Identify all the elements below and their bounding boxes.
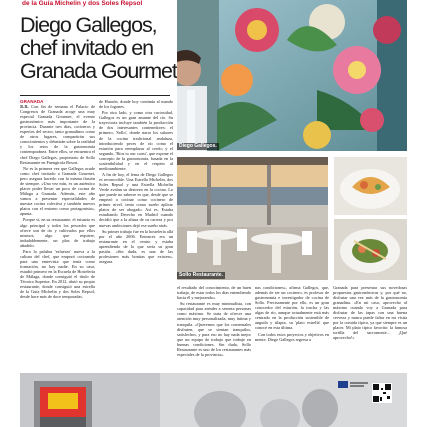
column-4-paragraph-1: nas condiciones», afirma Gallegos, que, además de ser un cocinero, es profesor de gastronomía e investigador de cocina de Sollo. Precisamente por ello, es un gran conocedor del esturión, la trucha y las algas de río, aunque actualmente está más centrado en la producción sostenible de anguila y tilapia, su 'plato estrella' que conoce en esta última. bbox=[255, 285, 329, 331]
advertisement-banner bbox=[20, 373, 407, 427]
column-1-paragraph-4: Para la palabra 'esfuerzo' nueva a la cultura del chef, que empezó cocinando para una entrevista que tenía como formación, no hay nadie. En su casa, estudió primero en la Escuela de Hostelería de Málaga, donde consiguió el título de Técnico Superior. En 2012, abrió su propio restaurante, donde consiguió una estrella de la Guía Michelin y dos Soles Repsol, desde hace más de doce temporadas. bbox=[20, 248, 95, 300]
food-photo-1 bbox=[334, 157, 407, 215]
food-photo-2 bbox=[334, 219, 407, 280]
byline: S.S. bbox=[20, 104, 29, 110]
column-1-paragraph-1: Con fin de semana el Palacio de Congresos de Granada acoge una muy especial Granada Gourmet, el evento gastronómico más importante de la provincia. Durante tres días, cocineros y expertos del sector, tanto granadinos como de otros lugares, compartirán sus conocimientos y debatirán sobre la realidad y los retos de la gastronomía contemporánea. Entre ellos, se encuentra el chef Diego Gallegos, propietario de Sollo Restaurante en Fuengirola Resort. bbox=[20, 104, 95, 165]
article-column-1 bbox=[20, 99, 95, 369]
column-3-paragraph-1: el resultado del conocimiento, de un buen trabajo, de estar todos los días entendiendo hacia él y mejorando». bbox=[177, 285, 251, 301]
advertisement-illustration bbox=[20, 373, 407, 427]
column-1-paragraph-2: No es la primera vez que Gallegos acude como chef invitado a Granada Gourmet, pero asegura hacerlo con la misma ilusión de siempre. «Una vez más, es un auténtico placer poder llevar un poco de cocina de Málaga a Granada. Además, este año vamos a presentar especialidades de nuestra cocina colectiva y también nuevos platos con el entorno como protagonista», apunta. bbox=[20, 165, 95, 217]
column-2-paragraph-4: Su primer trabajo fue en la hostelería allá por el año 2006. Entonces era un restaurante en el centro y estaba aprendiendo de lo que sería su gran pasión. «Sin duda, es una de las profesiones más bonitas que existen», asegura. bbox=[99, 228, 173, 265]
article-column-3 bbox=[177, 285, 251, 369]
column-5-paragraph-1: Granada para presentar sus novedosas propuestas gastronómicas y, por qué no, disfrutar una vez más de la gastronomía granadina. «En mi caso, aprovecho al máximo cuando voy a Granada para disfrutar de las tapas con una buena cerveza y nunca puede faltar en mi visita por la comida típica, ya que siempre es un placer. Mi plato típico favorito: la famosa tortilla del sacromonte... ¡Qué aprovecho!» bbox=[333, 285, 407, 341]
headline-line-3: Granada Gourmet bbox=[20, 59, 177, 83]
eu-flag-logo bbox=[338, 381, 348, 388]
column-2-paragraph-3: A fin de hoy, el lema de Diego Gallegos es reconocible. Una Estrella Michelin, dos Soles Repsol y una Estrella Michelin Verde avalan su destreza en la cocina. Lo que puede no saberse es que, desde que se empezó a cocinar como cocinero de primer nivel, tenía como sueño aplicar platos de ser abogado. Así es. Estaba estudiando Derecho en Madrid cuando decidió que a la altura de su carrera y por nuevas ambiciones dejó ese sueño atrás. bbox=[99, 172, 173, 228]
headline-line-2: chef invitado en bbox=[20, 36, 154, 60]
article-column-2 bbox=[99, 99, 173, 369]
column-2-paragraph-2: Por otro lado, y como otra curiosidad, Gallegos es un gran amante del río. Su trayectoria incluye también la producción de dos interesantes contenedores: el primero, 'Sollo', donde narra los sabores de la cocina tradicional andaluza, introduciendo peces de río como el esturión para reemplazar al cerdo; y el segundo, 'Ríos to our coast', que expone el concepto de la gastronomía, basada en la sostenibilidad y en el respeto al medioambiente. bbox=[99, 110, 173, 171]
article-kicker: de la Guía Michelin y dos Soles Repsol bbox=[22, 0, 143, 7]
portrait-caption: Diego Gallegos. bbox=[179, 143, 217, 149]
headline-line-1: Diego Gallegos, bbox=[20, 13, 157, 37]
restaurant-photo bbox=[177, 157, 328, 280]
dish-illustration-1 bbox=[334, 157, 407, 215]
qr-code bbox=[372, 383, 392, 403]
article-headline bbox=[20, 14, 175, 83]
restaurant-illustration bbox=[177, 157, 328, 280]
column-1-paragraph-3: Porque sí, en su restaurante, el estuario es algo principal y todos los pescados que ofrece son de río y cultivados por ellos mismos, algo que requiere, indudablemente, un plus de trabajo añadido. bbox=[20, 217, 95, 248]
dish-illustration-2 bbox=[334, 219, 407, 280]
restaurant-caption: Sollo Restaurante. bbox=[179, 272, 223, 278]
column-2-paragraph-1: de Huarón, donde hoy continúa al mando de los fogones. bbox=[99, 99, 173, 110]
column-3-paragraph-2: Su restaurante es muy minimalista, con capacidad para atender a sesenta personas como máximo. Se trata de ofrecer una atención muy personalizada, muy íntima y tranquila. «Queremos que los comensales disfruten, que se sientan tranquilos, satisfechos, y para eso no hay nada mejor que un equipo de trabajo que trabaje en buenas condiciones. Sin duda, Sollo Restaurante es uno de los restaurantes más especiales de la provincia». bbox=[177, 301, 251, 357]
column-4-paragraph-2: Con todos estos proyectos y objetivos en mente, Diego Gallegos regresa a bbox=[255, 331, 329, 342]
portrait-photo bbox=[177, 0, 407, 151]
headline-rule bbox=[20, 95, 170, 96]
article-column-4 bbox=[255, 285, 329, 369]
mural-illustration bbox=[177, 0, 407, 151]
article-column-5 bbox=[333, 285, 407, 369]
section-label: GRANADA bbox=[20, 99, 44, 104]
